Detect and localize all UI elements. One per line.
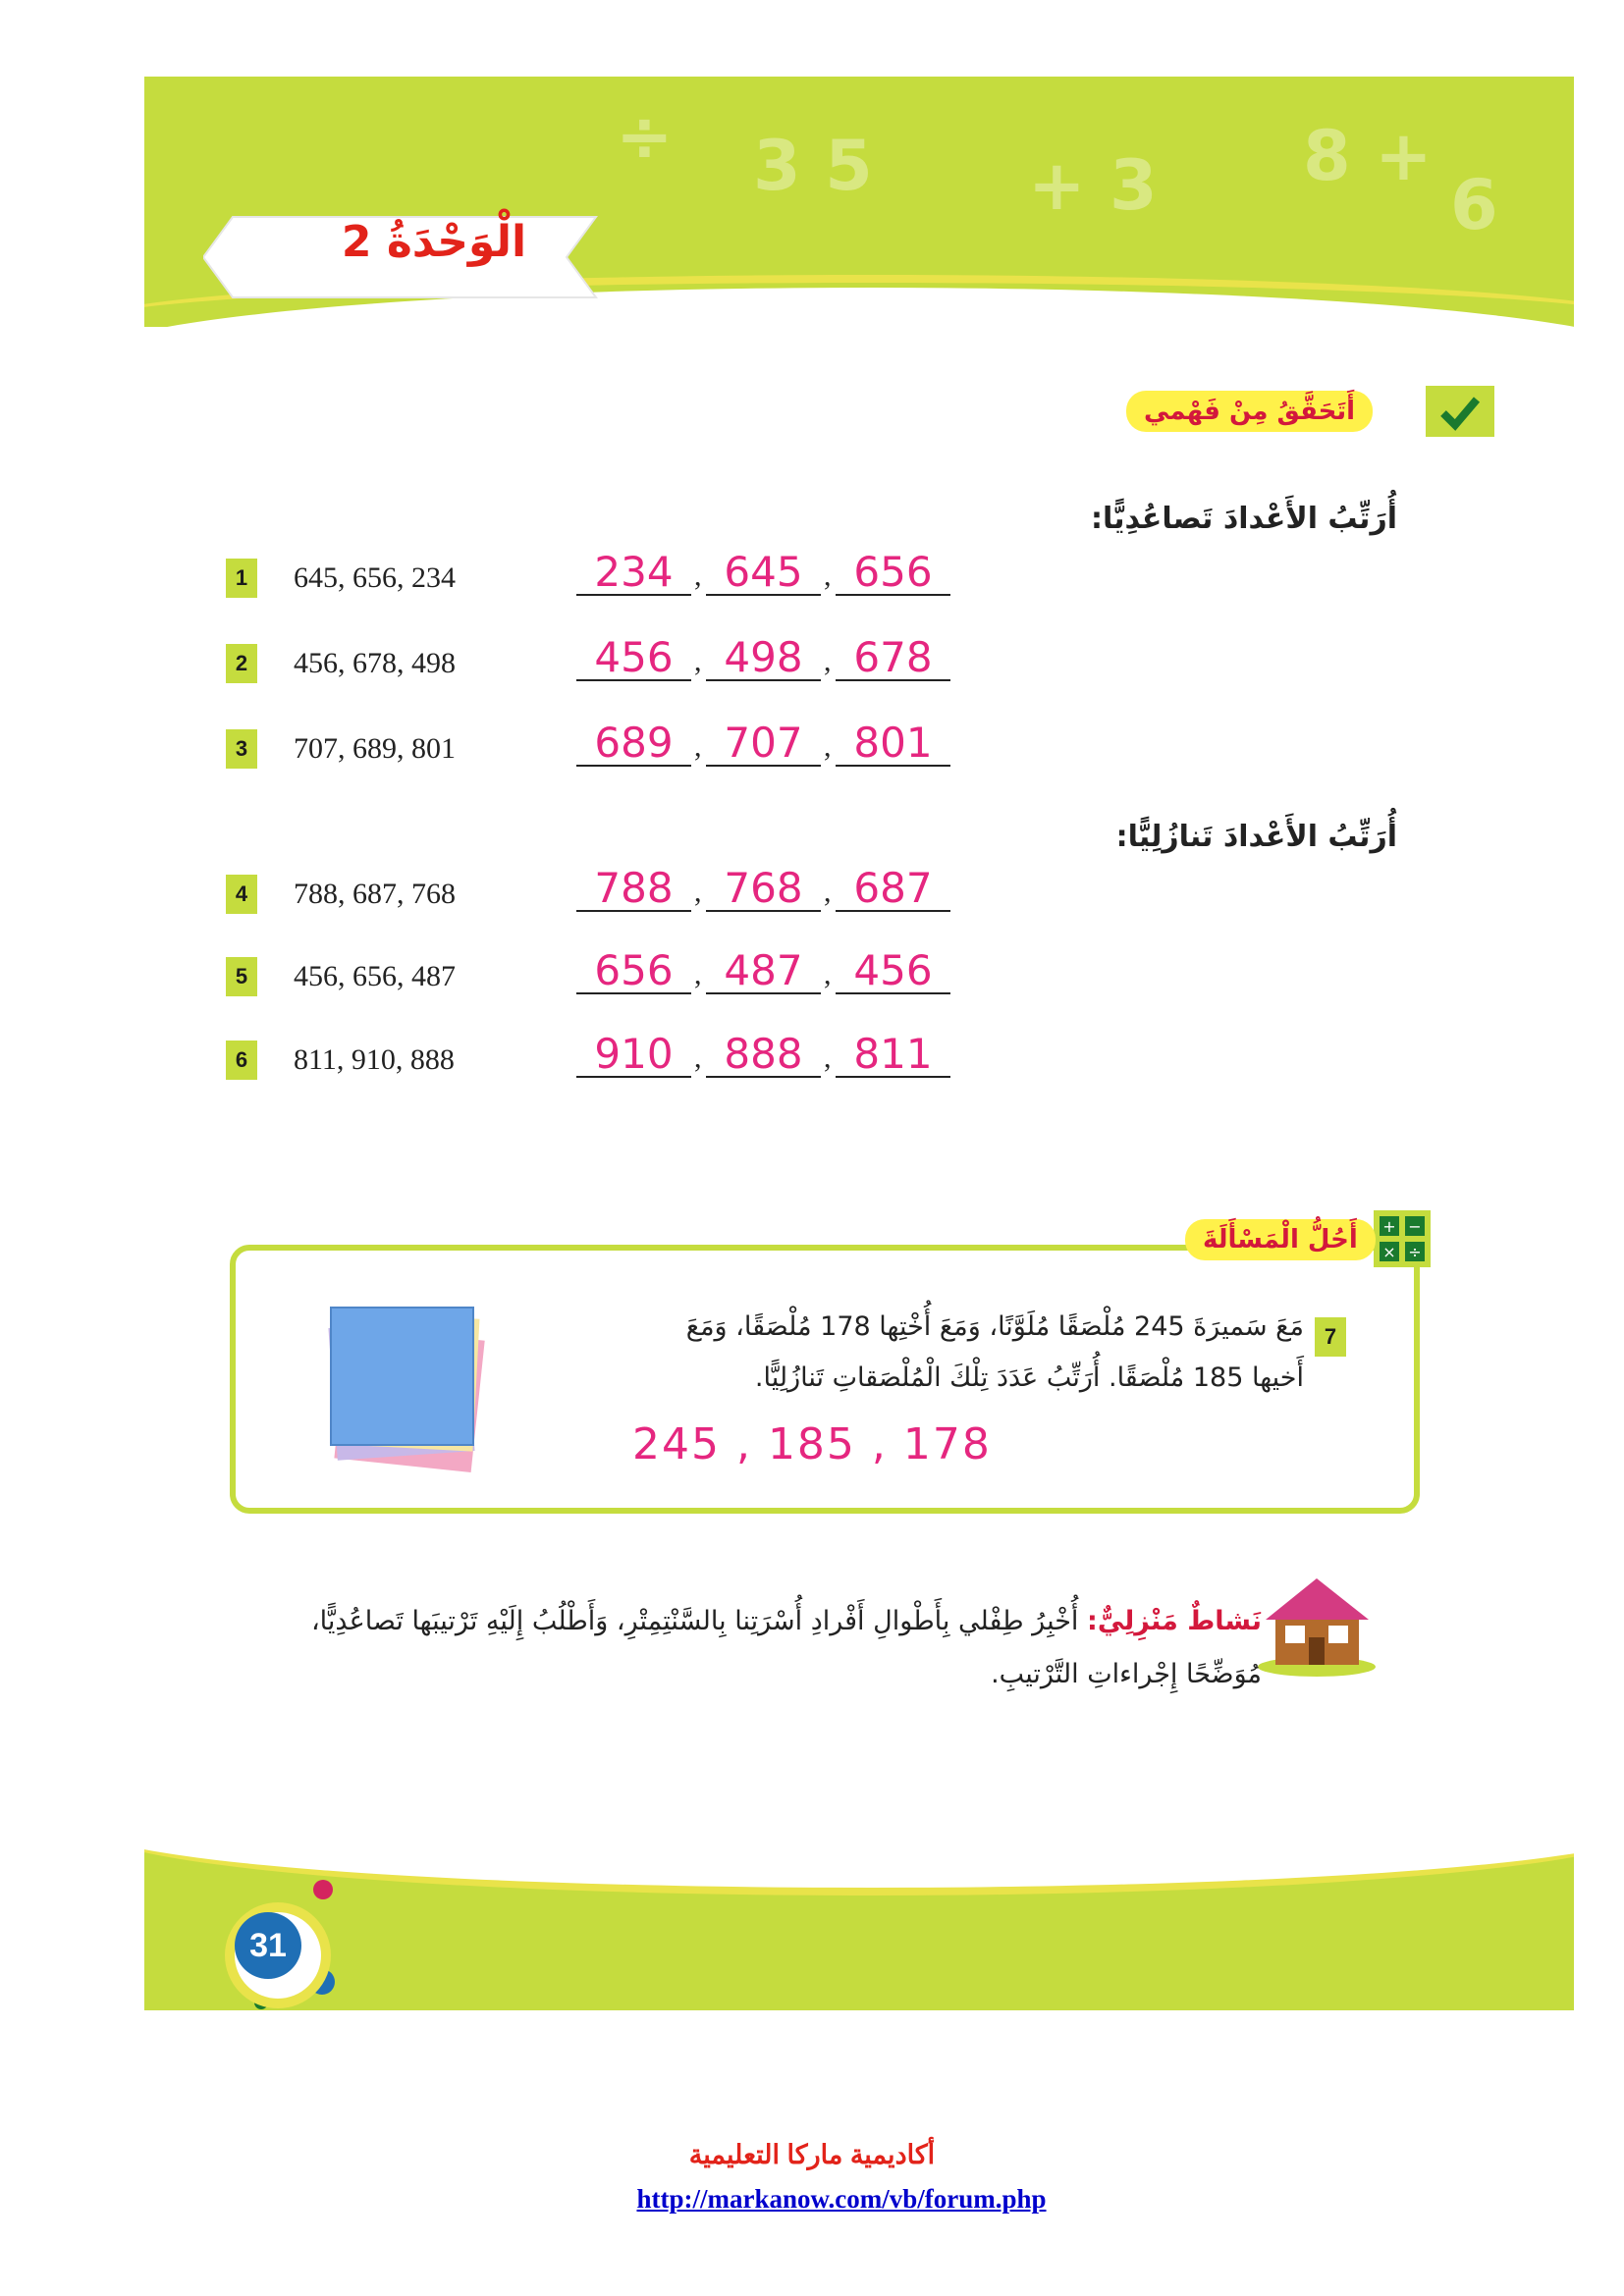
- site-url-link[interactable]: http://markanow.com/vb/forum.php: [636, 2184, 1047, 2214]
- answer-blank[interactable]: 456: [836, 949, 950, 994]
- problem-line-2: أَخيها 185 مُلْصَقًا. أُرَتِّبُ عَدَدَ تِلْكَ الْمُلْصَقاتِ تَنازُلِيًّا.: [754, 1362, 1304, 1393]
- exercise-number: 5: [226, 957, 257, 996]
- answer-blank[interactable]: 801: [836, 721, 950, 767]
- footer-wave: [144, 1848, 1574, 1896]
- comma: ,: [824, 1041, 832, 1074]
- answer-blank[interactable]: 811: [836, 1033, 950, 1078]
- answer-blank[interactable]: 707: [706, 721, 821, 767]
- footer-banner: [144, 1848, 1574, 2010]
- answer-blank[interactable]: 910: [576, 1033, 691, 1078]
- answer-blank[interactable]: 788: [576, 867, 691, 912]
- ascending-instruction: أُرَتِّبُ الأَعْدادَ تَصاعُدِيًّا:: [1090, 502, 1397, 536]
- answer-blank[interactable]: 234: [576, 551, 691, 596]
- answer-blank[interactable]: 768: [706, 867, 821, 912]
- svg-text:+: +: [1382, 1217, 1396, 1236]
- problem-section-title: أَحُلُّ الْمَسْأَلَةَ: [1185, 1219, 1376, 1260]
- answer-blank[interactable]: 656: [576, 949, 691, 994]
- answer-blank[interactable]: 678: [836, 636, 950, 681]
- exercise-number: 2: [226, 644, 257, 683]
- answer-blank[interactable]: 888: [706, 1033, 821, 1078]
- answer-blank[interactable]: 687: [836, 867, 950, 912]
- decor-digits: ÷: [616, 96, 674, 177]
- answer-blank[interactable]: 656: [836, 551, 950, 596]
- unit-title: الْوَحْدَةُ 2: [341, 217, 527, 267]
- decor-digits: 8 +: [1303, 116, 1433, 196]
- sticky-notes-image: [311, 1294, 498, 1480]
- check-section-title: أَتَحَقَّقُ مِنْ فَهْمي: [1126, 391, 1373, 432]
- comma: ,: [694, 876, 702, 908]
- exercise-numbers: 707, 689, 801: [294, 732, 456, 765]
- textbook-page: [144, 77, 1574, 2010]
- home-activity-label: نَشاطٌ مَنْزِلِيٌّ:: [1087, 1606, 1262, 1636]
- answer-blank[interactable]: 456: [576, 636, 691, 681]
- descending-instruction: أُرَتِّبُ الأَعْدادَ تَنازُلِيًّا:: [1115, 820, 1397, 854]
- problem-answer: 245 , 185 , 178: [632, 1419, 992, 1469]
- exercise-number: 3: [226, 729, 257, 769]
- answer-blank[interactable]: 498: [706, 636, 821, 681]
- comma: ,: [694, 560, 702, 592]
- comma: ,: [824, 876, 832, 908]
- check-icon: [1426, 386, 1494, 437]
- answer-blank[interactable]: 645: [706, 551, 821, 596]
- svg-text:÷: ÷: [1408, 1243, 1422, 1261]
- exercise-numbers: 645, 656, 234: [294, 561, 456, 594]
- comma: ,: [824, 730, 832, 763]
- comma: ,: [824, 958, 832, 990]
- comma: ,: [694, 730, 702, 763]
- exercise-numbers: 456, 656, 487: [294, 960, 456, 992]
- page-number: 31: [235, 1912, 301, 1979]
- comma: ,: [824, 645, 832, 677]
- svg-text:×: ×: [1382, 1243, 1396, 1261]
- site-name: أكاديمية ماركا التعليمية: [688, 2140, 936, 2169]
- exercise-numbers: 456, 678, 498: [294, 647, 456, 679]
- decor-dot: [313, 1880, 333, 1899]
- comma: ,: [694, 958, 702, 990]
- decor-digits: + 3: [1028, 145, 1158, 226]
- decor-digits: 3 5: [753, 126, 873, 206]
- problem-line-1: مَعَ سَميرَةَ 245 مُلْصَقًا مُلَوَّنًا، وَمَعَ أُخْتِها 178 مُلْصَقًا، وَمَعَ: [685, 1311, 1304, 1342]
- comma: ,: [694, 645, 702, 677]
- exercise-number: 7: [1315, 1317, 1346, 1357]
- exercise-number: 4: [226, 875, 257, 914]
- house-icon: [1256, 1569, 1379, 1677]
- exercise-numbers: 811, 910, 888: [294, 1043, 455, 1076]
- calculator-icon: [1374, 1210, 1431, 1267]
- answer-blank[interactable]: 487: [706, 949, 821, 994]
- exercise-numbers: 788, 687, 768: [294, 878, 456, 910]
- comma: ,: [694, 1041, 702, 1074]
- answer-blank[interactable]: 689: [576, 721, 691, 767]
- comma: ,: [824, 560, 832, 592]
- exercise-number: 1: [226, 559, 257, 598]
- home-activity-text: أُخْبِرُ طِفْلي بِأَطْوالِ أَفْرادِ أُسْرَتِنا بِالسَّنْتِمِتْرِ، وَأَطْلُبُ إِلَيْهِ تَرْتيبَها تَصاعُدِيًّا،: [310, 1606, 1079, 1636]
- home-activity-line-2: مُوَضِّحًا إِجْراءاتِ التَّرْتيبِ.: [991, 1659, 1262, 1689]
- svg-text:−: −: [1408, 1217, 1422, 1236]
- exercise-number: 6: [226, 1041, 257, 1080]
- decor-digits: 6: [1450, 165, 1498, 245]
- home-activity-line-1: [280, 1596, 1262, 1647]
